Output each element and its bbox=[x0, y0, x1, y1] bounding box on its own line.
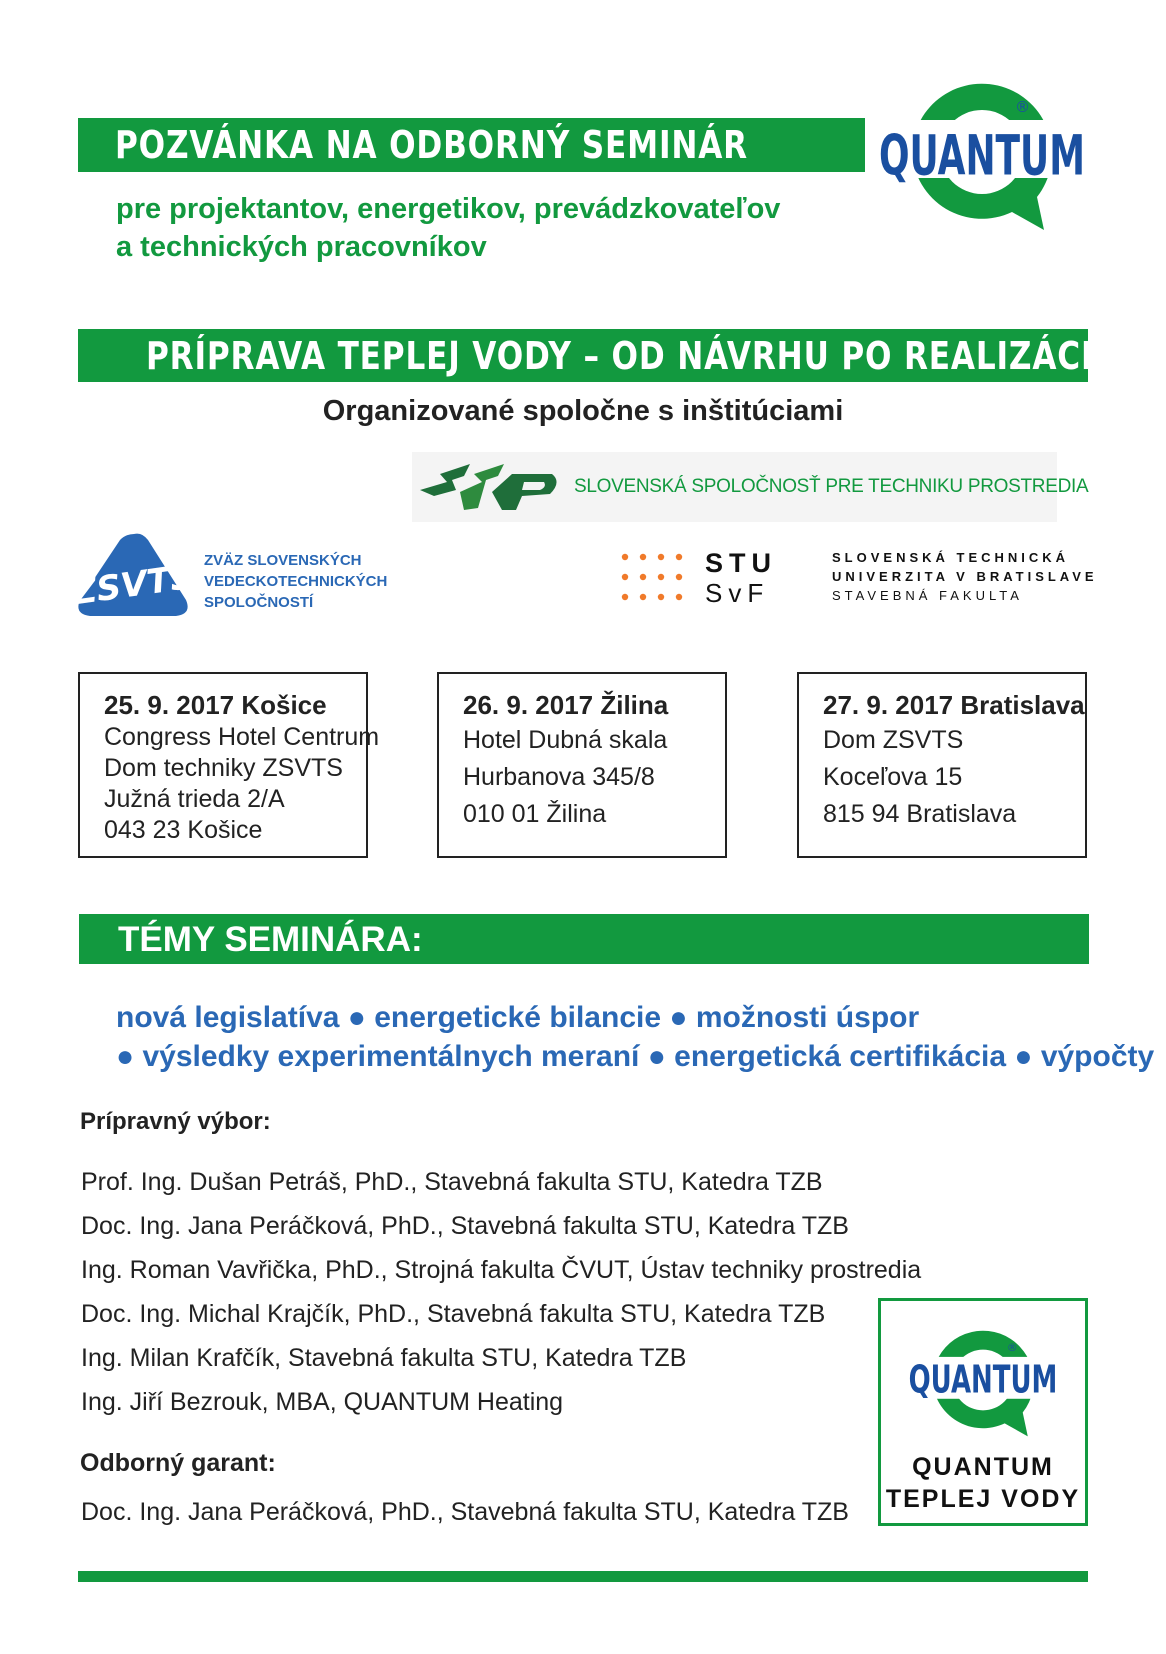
committee-member: Ing. Jiří Bezrouk, MBA, QUANTUM Heating bbox=[81, 1388, 564, 1416]
topics-list bbox=[116, 998, 1154, 1076]
committee-label: Prípravný výbor: bbox=[80, 1108, 271, 1135]
zsvts-name-line: SPOLOČNOSTÍ bbox=[204, 594, 314, 611]
venue-address-line: Congress Hotel Centrum bbox=[104, 723, 380, 751]
venue-box-bratislava bbox=[797, 672, 1087, 858]
committee-member: Ing. Roman Vavřička, PhD., Strojná fakulta ČVUT, Ústav techniky prostredia bbox=[81, 1256, 922, 1284]
badge-line: QUANTUM bbox=[912, 1453, 1054, 1481]
quantum-badge-caption bbox=[881, 1451, 1085, 1515]
zsvts-name-line: VEDECKOTECHNICKÝCH bbox=[204, 573, 388, 590]
header-banner bbox=[78, 118, 865, 172]
seminar-title: PRÍPRAVA TEPLEJ VODY – OD NÁVRHU PO REALIZÁCIU bbox=[146, 334, 1120, 378]
venue-date: 27. 9. 2017 Bratislava bbox=[823, 690, 1085, 720]
stu-name-line: STAVEBNÁ FAKULTA bbox=[832, 588, 1023, 603]
sstp-name: SLOVENSKÁ SPOLOČNOSŤ PRE TECHNIKU PROSTREDIA bbox=[574, 476, 1089, 497]
quantum-logo-text: QUANTUM bbox=[879, 123, 1085, 188]
quantum-badge-logo-text: QUANTUM bbox=[908, 1357, 1058, 1403]
stu-faculty-short: SvF bbox=[705, 578, 770, 608]
venue-address-line: Koceľova 15 bbox=[823, 763, 963, 791]
quantum-logo-icon bbox=[872, 62, 1092, 242]
registered-mark: ® bbox=[1015, 98, 1030, 116]
stu-partner-logo bbox=[620, 548, 777, 608]
venue-box-kosice bbox=[78, 672, 380, 858]
venue-box-zilina bbox=[437, 672, 727, 858]
venue-address-line: 815 94 Bratislava bbox=[823, 800, 1017, 828]
subtitle-line: a technických pracovníkov bbox=[116, 231, 487, 263]
footer-rule bbox=[78, 1571, 1088, 1582]
sstp-logo-icon bbox=[412, 452, 562, 522]
invitation-title: POZVÁNKA NA ODBORNÝ SEMINÁR bbox=[115, 123, 749, 167]
venue-address-line: Hotel Dubná skala bbox=[463, 726, 668, 754]
registered-mark: ® bbox=[1006, 1341, 1018, 1355]
organized-by-line: Organizované spoločne s inštitúciami bbox=[322, 395, 844, 427]
venue-address-line: Dom techniky ZSVTS bbox=[104, 754, 343, 782]
committee-member: Doc. Ing. Michal Krajčík, PhD., Stavebná fakulta STU, Katedra TZB bbox=[81, 1300, 826, 1328]
zsvts-partner-logo bbox=[69, 530, 406, 622]
committee-member: Ing. Milan Krafčík, Stavebná fakulta STU, Katedra TZB bbox=[81, 1344, 687, 1372]
garant-name: Doc. Ing. Jana Peráčková, PhD., Stavebná fakulta STU, Katedra TZB bbox=[81, 1498, 849, 1526]
committee-member: Doc. Ing. Jana Peráčková, PhD., Stavebná fakulta STU, Katedra TZB bbox=[81, 1212, 849, 1240]
topics-heading: TÉMY SEMINÁRA: bbox=[118, 920, 423, 959]
stu-full-name bbox=[832, 548, 1098, 605]
committee-member: Prof. Ing. Dušan Petráš, PhD., Stavebná fakulta STU, Katedra TZB bbox=[81, 1168, 823, 1196]
venue-address-line: 043 23 Košice bbox=[104, 816, 263, 844]
seminar-title-banner bbox=[78, 329, 1120, 382]
sstp-partner-logo bbox=[412, 452, 1089, 522]
topics-line: nová legislatíva ● energetické bilancie ● možnosti úspor bbox=[116, 1001, 920, 1034]
venue-address-line: 010 01 Žilina bbox=[463, 800, 607, 828]
quantum-badge bbox=[878, 1298, 1088, 1526]
zsvts-logo-icon bbox=[69, 530, 198, 622]
stu-dots-icon bbox=[620, 552, 690, 602]
garant-label: Odborný garant: bbox=[80, 1449, 276, 1477]
subtitle-line: pre projektantov, energetikov, prevádzkovateľov bbox=[116, 193, 781, 225]
topics-line: ● výsledky experimentálnych meraní ● energetická certifikácia ● výpočty bbox=[116, 1040, 1155, 1073]
stu-name-line: UNIVERZITA V BRATISLAVE bbox=[832, 569, 1098, 584]
venue-date: 26. 9. 2017 Žilina bbox=[463, 690, 669, 720]
venue-address-line: Južná trieda 2/A bbox=[104, 785, 285, 813]
zsvts-name bbox=[204, 550, 387, 613]
badge-line: TEPLEJ VODY bbox=[885, 1485, 1081, 1513]
topics-banner bbox=[79, 914, 1089, 964]
audience-subtitle bbox=[116, 190, 780, 266]
venue-date: 25. 9. 2017 Košice bbox=[104, 690, 327, 720]
stu-short-name: STU bbox=[705, 548, 777, 578]
svg-text:ZSVTS: ZSVTS bbox=[69, 556, 198, 614]
quantum-badge-logo-icon bbox=[903, 1315, 1063, 1445]
stu-name-line: SLOVENSKÁ TECHNICKÁ bbox=[832, 550, 1070, 565]
venue-address-line: Hurbanova 345/8 bbox=[463, 763, 655, 791]
venue-address-line: Dom ZSVTS bbox=[823, 726, 964, 754]
committee-list bbox=[81, 1160, 921, 1424]
zsvts-name-line: ZVÄZ SLOVENSKÝCH bbox=[204, 552, 362, 569]
